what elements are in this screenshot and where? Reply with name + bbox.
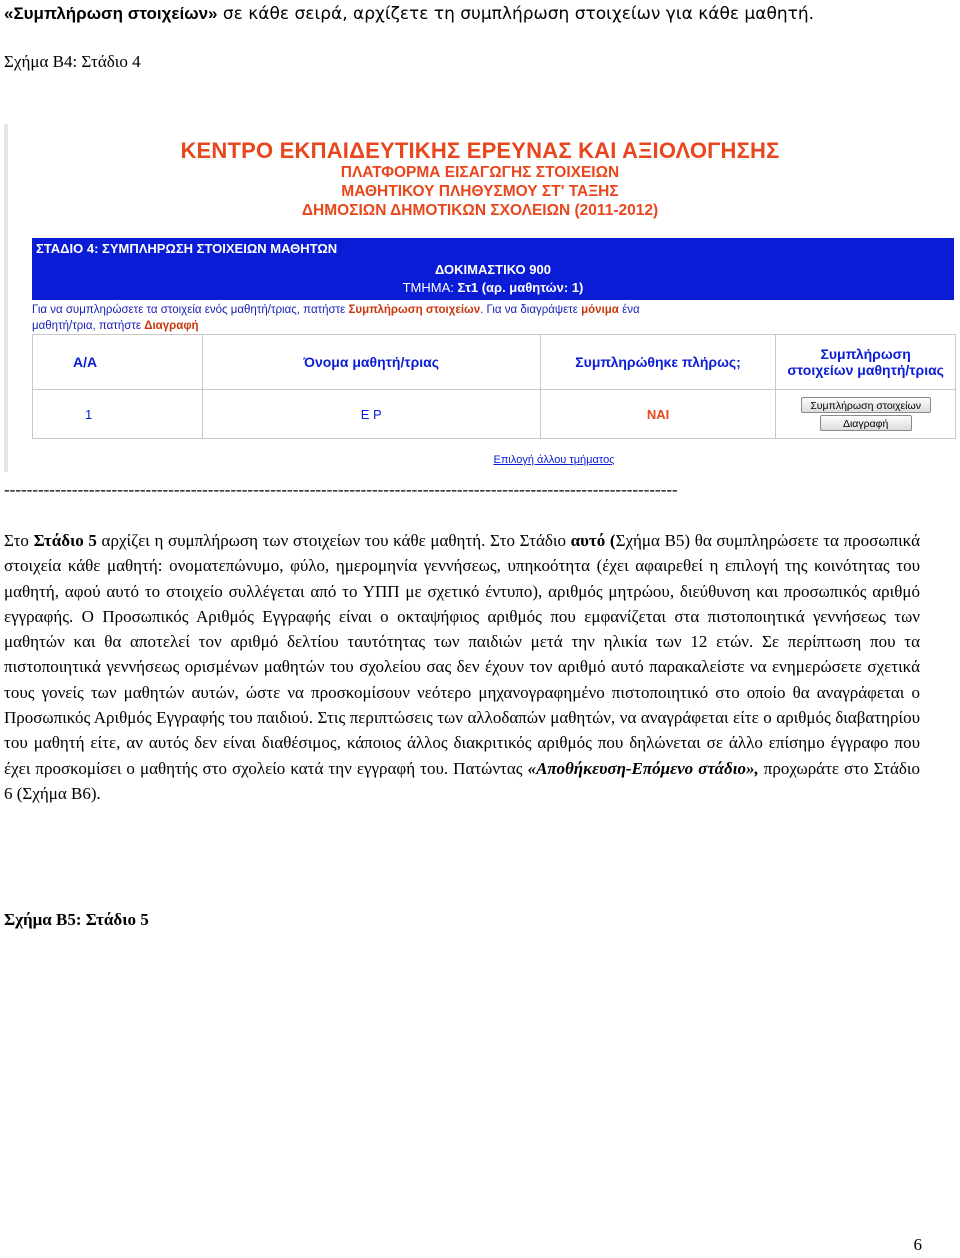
- row-student-name: Ε Ρ: [202, 390, 540, 439]
- stage5-bold: Στάδιο 5: [33, 531, 97, 550]
- instructions: [32, 302, 672, 334]
- instr-action2: μόνιμα: [581, 304, 619, 316]
- header-student-name: Όνομα μαθητή/τριας: [202, 335, 540, 390]
- instr-action3: Διαγραφή: [144, 320, 199, 332]
- header-line-4: ΔΗΜΟΣΙΩΝ ΔΗΜΟΤΙΚΩΝ ΣΧΟΛΕΙΩΝ (2011-2012): [301, 202, 659, 219]
- header-completed: Συμπληρώθηκε πλήρως;: [540, 335, 775, 390]
- text-run: αρχίζει η συμπλήρωση των στοιχείων του κάθε μαθητή. Στο Στάδιο: [96, 531, 571, 550]
- separator-line: -----------------------------------------------------------------------------------------------------------------------: [4, 480, 678, 499]
- figure-b4-caption: Σχήμα Β4: Στάδιο 4: [4, 52, 141, 71]
- table-row: [33, 390, 956, 439]
- delete-button[interactable]: Διαγραφή: [820, 415, 912, 431]
- figure-b5-caption: Σχήμα Β5: Στάδιο 5: [4, 910, 149, 929]
- text-run: προχωράτε στο Στάδιο 6 (Σχήμα Β6).: [4, 758, 921, 803]
- row-actions: [776, 390, 956, 439]
- paragraph: [4, 528, 920, 806]
- intro-lead: «Συμπλήρωση στοιχείων»: [4, 4, 218, 23]
- this-bold: αυτό: [570, 531, 606, 550]
- department-info: [32, 280, 954, 295]
- body-paragraph: [4, 528, 920, 806]
- school-name: ΔΟΚΙΜΑΣΤΙΚΟ 900: [435, 262, 551, 277]
- text-run: Σχήμα Β5) θα συμπληρώσετε τα προσωπικά στοιχεία κάθε μαθητή: ονοματεπώνυμο, φύλο, ημερομηνία γεννήσεως, υπηκοότητα (έχει αφαιρεθεί η επιλογή της κοινότητας του μαθητή, αφού αυτό το στοιχείο συλλέγεται από το ΥΠΠ με σχετικό έντυπο), αριθμός μητρώου, διεύθυνση και προσωπικός αριθμό εγγραφής. Ο Προσωπικός Αριθμός Εγγραφής είναι ο οκταψήφιος αριθμός που εμφανίζεται στα πιστοποιητικά γεννήσεως των μαθητών και θα αποτελεί τον αριθμό δελτίου ταυτότητας των παιδιών μετά την ηλικία των 12 ετών. Σε περίπτωση που τα πιστοποιητικά γεννήσεως ορισμένων μαθητών του σχολείου σας δεν έχουν τον αριθμό αυτό παρακαλείστε να ενημερώσετε σχετικά τους γονείς των μαθητών αυτών, ώστε να προσκομίσουν νεότερο μηχανογραφημένο πιστοποιητικό στο οποίο θα αναγράφεται ο Προσωπικός Αριθμός Εγγραφής του παιδιού. Στις περιπτώσεις των αλλοδαπών μαθητών, να αναγράφεται είτε ο αριθμός διαβατηρίου του μαθητή είτε, αν αυτός δεν είναι διαθέσιμος, κάποιος άλλος διακριτικός αριθμός που δηλώνεται σε άλλο επίσημο έγγραφο που έχει προσκομίσει ο μαθητής στο σχολείο κατά την εγγραφή του. Πατώντας: [4, 531, 920, 778]
- students-table: [32, 334, 956, 439]
- intro-rest: σε κάθε σειρά, αρχίζετε τη συμπλήρωση στοιχείων για κάθε μαθητή.: [217, 4, 815, 24]
- row-completed: ΝΑΙ: [540, 390, 775, 439]
- dept-prefix: ΤΜΗΜΑ:: [402, 280, 458, 295]
- select-other-department-link[interactable]: Επιλογή άλλου τμήματος: [493, 454, 615, 466]
- text-run: Στο: [4, 531, 34, 550]
- fill-data-button[interactable]: Συμπλήρωση στοιχείων: [801, 397, 931, 413]
- header-line-3: ΜΑΘΗΤΙΚΟΥ ΠΛΗΘΥΣΜΟΥ ΣΤ' ΤΑΞΗΣ: [341, 183, 619, 200]
- stage4-screenshot: [4, 124, 956, 472]
- stage-title: ΣΤΑΔΙΟ 4: ΣΥΜΠΛΗΡΩΣΗ ΣΤΟΙΧΕΙΩΝ ΜΑΘΗΤΩΝ: [36, 241, 338, 256]
- stage-banner: [32, 238, 954, 300]
- header-fill-data: Συμπλήρωση στοιχείων μαθητή/τριας: [776, 335, 956, 390]
- page-number: 6: [913, 1235, 922, 1254]
- instr-part2: . Για να διαγράψετε: [480, 304, 582, 316]
- instr-action1: Συμπλήρωση στοιχείων: [348, 304, 481, 316]
- header-line-2: ΠΛΑΤΦΟΡΜΑ ΕΙΣΑΓΩΓΗΣ ΣΤΟΙΧΕΙΩΝ: [340, 164, 620, 181]
- intro-line: [4, 4, 814, 24]
- instr-part1: Για να συμπληρώσετε τα στοιχεία ενός μαθητή/τριας, πατήστε: [32, 304, 349, 316]
- row-aa: 1: [33, 390, 203, 439]
- instr-part3: ένα μαθητή/τρια, πατήστε: [32, 304, 640, 332]
- save-next-stage-emph: «Αποθήκευση-Επόμενο στάδιο»,: [527, 758, 759, 778]
- header-aa: Α/Α: [33, 335, 203, 390]
- paren-bold: (: [605, 531, 616, 550]
- dept-value: Στ1 (αρ. μαθητών: 1): [457, 280, 584, 295]
- table-header-row: [33, 335, 956, 390]
- header-line-1: ΚΕΝΤΡΟ ΕΚΠΑΙΔΕΥΤΙΚΗΣ ΕΡΕΥΝΑΣ ΚΑΙ ΑΞΙΟΛΟΓΗΣΗΣ: [180, 138, 780, 163]
